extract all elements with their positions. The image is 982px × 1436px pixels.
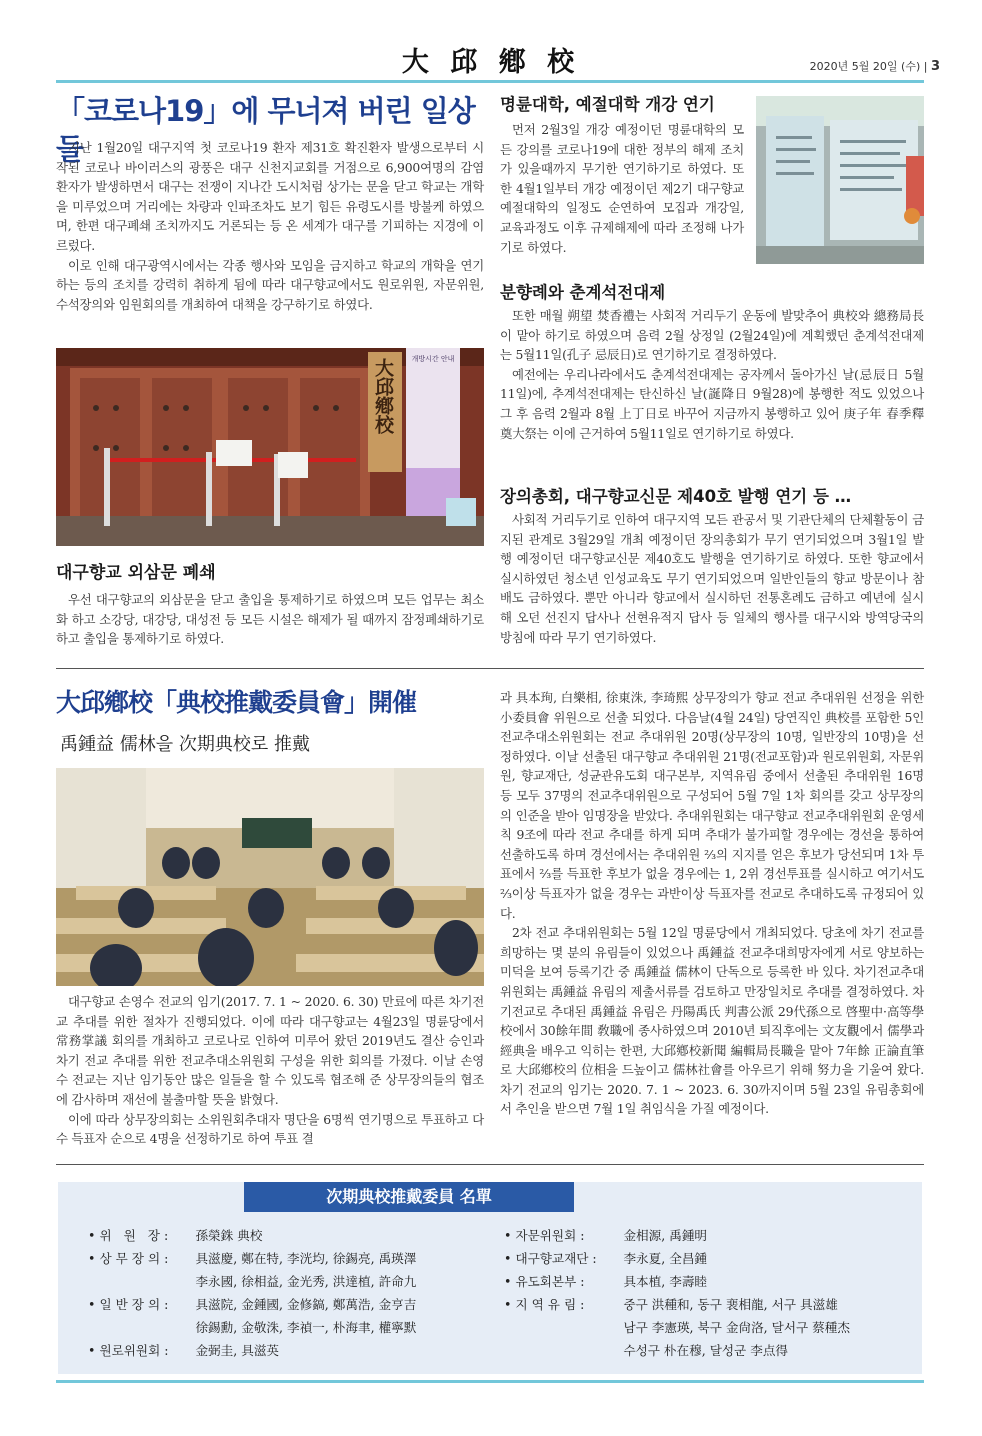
roster-line: 李永國, 徐相益, 金光秀, 洪達植, 許命九 (195, 1274, 417, 1289)
gate-photo-image (56, 348, 484, 546)
covid-paragraph-1: 지난 1월20일 대구지역 첫 코로나19 환자 제31호 확진환자 발생으로부터 시작된 코로나 바이러스의 광풍은 대구 신천지교회를 거점으로 6,900여명의 감염환자가 발생하면서 대구는 전쟁이 지나간 도시처럼 상가는 문을 닫고 학교는 개학을 미루었으며 거리에는 차량과 인파조차도 보기 힘든 유령도시를 방불케 하였으며, 한편 대구폐쇄 조치까지도 거론되는 등 온 세계가 대구를 기피하는 지경에 이르렀다. (56, 140, 484, 253)
covid-headline: 「코로나19」에 무너져 버린 일상들 (56, 94, 475, 166)
covid-paragraph-2: 이로 인해 대구광역시에서는 각종 행사와 모임을 금지하고 학교의 개학을 연기하는 등의 조치를 강력히 취하게 됨에 따라 대구향교에서도 원로위원, 자문위원, 수석장의와 임원회의를 개최하여 대책을 강구하기로 하였다. (56, 257, 484, 312)
roster-val-standing (195, 1247, 488, 1293)
election-paragraph-1: 대구향교 손영수 전교의 임기(2017. 7. 1 ~ 2020. 6. 30) 만료에 따른 차기전교 추대를 위한 절차가 진행되었다. 이에 따라 대구향교는 4월23일 명륜당에서 常務掌議 회의를 개최하고 코로나로 인하여 미루어 왔던 2019년도 결산 승인과 차기 전교 추대를 위한 전교추대소위원회 구성을 위한 회의를 가졌다. 이날 손영수 전교는 지난 임기동안 많은 일들을 할 수 있도록 협조해 준 상무장의들의 협조에 감사하며 재선에 불출마할 뜻을 밝혔다. (56, 994, 484, 1107)
roster-bullet: • (88, 1297, 100, 1312)
meeting-photo (56, 768, 484, 986)
roster-val-regional (623, 1293, 904, 1362)
roster-key-standing: 상 무 장 의 : (99, 1251, 169, 1266)
roster-line: 金相源, 禹鍾明 (623, 1228, 708, 1243)
covid-body (56, 138, 484, 314)
date-separator: | (923, 60, 931, 73)
roster-bullet: • (88, 1228, 100, 1243)
page-number: 3 (930, 59, 940, 74)
election-headline: 大邱鄕校「典校推戴委員會」開催 (56, 688, 417, 717)
roster-val-chair (195, 1224, 488, 1247)
issue-date: 2020년 5월 20일 (수) (809, 60, 921, 73)
roster-line: 李永夏, 全昌鍾 (623, 1251, 708, 1266)
masthead-date (780, 58, 940, 74)
gate-headline: 대구향교 외삼문 폐쇄 (56, 563, 216, 583)
roster-line: 孫榮銖 典校 (195, 1228, 263, 1243)
roster-line: 徐錫勳, 金敬洙, 李禎一, 朴海聿, 權寧默 (195, 1320, 417, 1335)
notice-photo (756, 96, 924, 264)
ritual-headline: 분향례와 춘계석전대제 (500, 283, 666, 302)
masthead (0, 0, 982, 80)
election-left-body (56, 992, 484, 1149)
meeting-headline: 장의총회, 대구향교신문 제40호 발행 연기 등 … (500, 487, 852, 506)
meeting-body (500, 510, 924, 647)
notice-photo-image (756, 96, 924, 264)
roster-val-advisory (623, 1224, 904, 1247)
gate-poster-title: 개방시간 안내 (411, 355, 455, 363)
gate-photo (56, 348, 484, 546)
college-headline: 명륜대학, 예절대학 개강 연기 (500, 95, 715, 114)
election-paragraph-2: 이에 따라 상무장의회는 소위원회추대자 명단을 6명씩 연기명으로 투표하고 다수 득표자 순으로 4명을 선정하기로 하여 투표 결 (56, 1111, 484, 1147)
roster-bullet: • (88, 1251, 100, 1266)
masthead-title: 大 邱 鄕 校 (401, 47, 581, 78)
roster-row-elders (88, 1339, 488, 1362)
roster-val-foundation (623, 1247, 904, 1270)
roster-row-foundation (504, 1247, 904, 1270)
ritual-paragraph-1: 또한 매월 朔望 焚香禮는 사회적 거리두기 운동에 발맞추어 典校와 總務局長이 맡아 하기로 하였으며 음력 2월 상정일 (2월24일)에 계획했던 춘계석전대제는 5월11일(孔子 忌辰日)로 연기하기로 결정하였다. (500, 308, 924, 363)
roster-bullet: • (504, 1297, 516, 1312)
roster-row-general (88, 1293, 488, 1339)
ritual-body (500, 306, 924, 443)
roster-line: 수성구 朴在穆, 달성군 李点得 (623, 1343, 789, 1358)
meeting-paragraph: 사회적 거리두기로 인하여 대구지역 모든 관공서 및 기관단체의 단체활동이 금지된 관계로 3월29일 개최 예정이던 장의총회가 무기 연기되었으며 3월1일 발행 예정이던 대구향교신문 제40호도 발행을 연기하기로 하였다. 또한 향교에서 실시하였던 청소년 인성교육도 무기 연기되었으며 일반인들의 향교 방문이나 참배도 금하였다. 뿐만 아니라 향교에서 실시하던 전통혼례도 금하고 예년에 실시해 오던 선진지 답사나 선현유적지 답사 등 일체의 행사를 대구시와 방역당국의 방침에 따라 무기 연기하였다. (500, 512, 924, 645)
roster-key-foundation: 대구향교재단 : (515, 1251, 597, 1266)
roster-bullet: • (504, 1228, 516, 1243)
section-divider (56, 668, 924, 669)
gate-signboard: 大邱鄕校 (372, 358, 394, 434)
roster-box (58, 1182, 922, 1374)
roster-key-yudohoe: 유도회본부 : (515, 1274, 585, 1289)
ritual-paragraph-2: 예전에는 우리나라에서도 춘계석전대제는 공자께서 돌아가신 날(忌辰日 5월11일)에, 추계석전대제는 탄신하신 날(誕降日 9월28)에 봉행한 적도 있었으나 그 후 음력 2월과 8월 上丁日로 바꾸어 지금까지 봉행하고 있어 庚子年 春季釋奠大祭는 이에 근거하여 5월11일로 연기하기로 하였다. (500, 366, 924, 441)
roster-title: 次期典校推戴委員 名單 (244, 1182, 574, 1212)
roster-bullet: • (504, 1251, 516, 1266)
roster-bullet: • (88, 1343, 100, 1358)
college-paragraph: 먼저 2월3일 개강 예정이던 명륜대학의 모든 강의를 코로나19에 대한 정부의 해제 조치가 있을때까지 무기한 연기하기로 하였다. 또한 4월1일부터 개강 예정이던 제2기 대구향교 예절대학의 일정도 순연하여 모집과 개강일, 교육과정도 이후 규제해제에 따라 조정해 나가기로 하였다. (500, 122, 744, 255)
roster-val-elders (195, 1339, 488, 1362)
roster-key-elders: 원로위원회 : (99, 1343, 169, 1358)
election-paragraph-4: 2차 전교 추대위원회는 5월 12일 명륜당에서 개최되었다. 당초에 차기 전교를 희망하는 몇 분의 유림들이 있었으나 禹鍾益 전교추대희망자에게 서로 양보하는 미덕을 보여 등록기간 중 禹鍾益 儒林이 단독으로 등록한 바 있다. 차기전교추대위원회는 禹鍾益 유림의 제출서류를 검토하고 만장일치로 추대를 결정하였다. 차기전교로 추대된 禹鍾益 유림은 丹陽禹氏 判書公派 29代孫으로 啓聖中·高等學校에서 30餘年間 敎職에 종사하였으며 2010년 퇴직후에는 文友觀에서 儒學과 經典을 배우고 익히는 한편, 大邱鄕校新聞 編輯局長職을 맡아 7年餘 正論直筆로 大邱鄕校의 位相을 드높이고 儒林社會를 아우르기 위해 努力을 기울여 왔다. 차기 전교의 임기는 2020. 7. 1 ~ 2023. 6. 30까지이며 5월 23일 유림총회에서 추인을 받으면 7월 1일 취임식을 가질 예정이다. (500, 925, 924, 1117)
roster-row-yudohoe (504, 1270, 904, 1293)
roster-left (88, 1224, 488, 1362)
roster-line: 남구 李憲瑛, 북구 金尙洛, 달서구 蔡種杰 (623, 1320, 850, 1335)
gate-body (56, 590, 484, 649)
roster-key-advisory: 자문위원회 : (515, 1228, 585, 1243)
roster-line: 具滋院, 金鍾國, 金修鎬, 鄭萬浩, 金亨吉 (195, 1297, 417, 1312)
roster-line: 具本植, 李壽睦 (623, 1274, 708, 1289)
gate-paragraph: 우선 대구향교의 외삼문을 닫고 출입을 통제하기로 하였으며 모든 업무는 최소화 하고 소강당, 대강당, 대성전 등 모든 시설은 해제가 될 때까지 잠정폐쇄하기로 하고 출입을 통제하기로 하였다. (56, 592, 484, 647)
masthead-rule (56, 80, 924, 83)
roster-line: 具滋慶, 鄭在特, 李洸均, 徐錫亮, 禹瑛澤 (195, 1251, 417, 1266)
roster-row-regional (504, 1293, 904, 1362)
election-paragraph-3: 과 具本珣, 白樂相, 徐東洙, 李琦熙 상무장의가 향교 전교 추대위원 선정을 위한 小委員會 위원으로 선출 되었다. 다음날(4월 24일) 당연직인 典校를 포함한 5인 전교추대소위원회는 전교 추대위원 20명(상무장의 10명, 일반장의 10명)을 선정하였다. 이날 선출된 대구향교 추대위원 21명(전교포함)과 원로위원회, 자문위원, 향교재단, 성균관유도회 대구본부, 지역유림 중에서 선출된 추대위원 16명 등 모두 37명의 전교추대위원으로 구성되어 5월 7일 1차 회의를 갖고 상무장의의 인준을 받아 임명장을 받았다. 추대위원회는 대구향교 전교추대위원회 운영세칙 9조에 따라 전교 추대를 하게 되며 추대가 불가피할 경우에는 경선을 통하여 선출하도록 하며 경선에서는 추대위원 ⅔의 지지를 얻은 후보가 당선되며 1차 투표에서 ⅔를 득표한 후보가 없을 경우에는 1, 2위 경선투표를 실시하고 여기서도 ⅔이상 득표자가 없을 경우는 과반이상 득표자를 전교로 추대하도록 규정되어 있다. (500, 690, 924, 921)
election-subheadline: 禹鍾益 儒林을 次期典校로 推戴 (60, 734, 310, 755)
roster-val-yudohoe (623, 1270, 904, 1293)
roster-row-standing (88, 1247, 488, 1293)
roster-divider (56, 1164, 924, 1165)
roster-line: 중구 洪種和, 동구 裵相龍, 서구 具滋雄 (623, 1297, 838, 1312)
roster-key-chair: 위 원 장 : (99, 1228, 169, 1243)
roster-right (504, 1224, 904, 1362)
footer-rule (56, 1380, 924, 1383)
roster-row-chair (88, 1224, 488, 1247)
election-right-body (500, 688, 924, 1119)
roster-key-general: 일 반 장 의 : (99, 1297, 169, 1312)
meeting-photo-image (56, 768, 484, 986)
roster-row-advisory (504, 1224, 904, 1247)
roster-bullet: • (504, 1274, 516, 1289)
roster-line: 金弼圭, 具滋英 (195, 1343, 280, 1358)
college-body (500, 120, 744, 257)
roster-key-regional: 지 역 유 림 : (515, 1297, 585, 1312)
roster-val-general (195, 1293, 488, 1339)
